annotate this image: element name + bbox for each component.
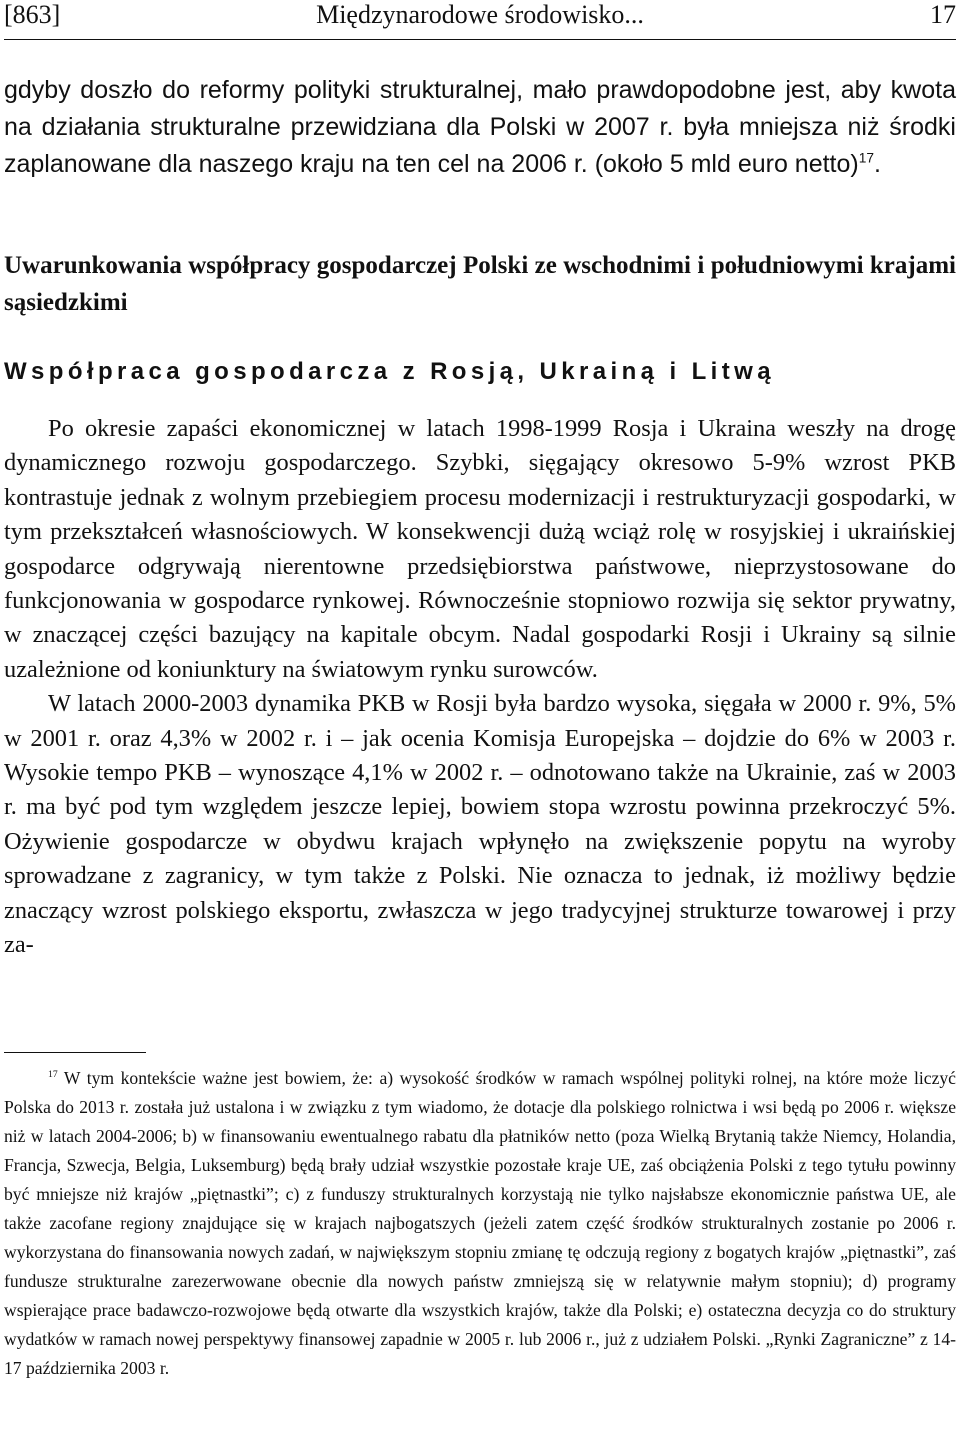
- body-text: [4, 412, 956, 963]
- running-title: Międzynarodowe środowisko...: [316, 0, 644, 29]
- footnote-text: W tym kontekście ważne jest bowiem, że: a) wysokość środków w ramach wspólnej polityki rolnej, na które może liczyć Polska do 2013 r. została już ustalona i w związku z tym wiadomo, że dotacje dla polskiego rolnictwa i wsi będą po 2006 r. większe niż w latach 2004-2006; b) w finansowaniu ewentualnego rabatu dla płatników netto (poza Wielką Brytanią także Niemcy, Holandia, Francja, Szwecja, Belgia, Luksemburg) będą brały udział wszystkie pozostałe kraje UE, zaś obciążenia Polski z tego tytułu powinny być mniejsze niż krajów „piętnastki”; c) z funduszy strukturalnych korzystają nie tylko najsłabsze ekonomicznie państwa UE, ale także zacofane regiony znajdujące się w krajach najbogatszych (jeżeli zatem część środków strukturalnych zostanie po 2006 r. wykorzystana do finansowania nowych zadań, w największym stopniu zmianę tę odczują regiony z bogatych krajów „piętnastki”, zaś fundusze strukturalne zarezerwowane obecnie dla nowych państw zmniejszą się w relatywnie małym stopniu); d) programy wspierające prace badawczo-rozwojowe będą otwarte dla wszystkich krajów, także dla Polski; e) ostateczna decyzja co do struktury wydatków w ramach nowej perspektywy finansowej zapadnie w 2005 r. lub 2006 r., już z udziałem Polski. „Rynki Zagraniczne” z 14-17 października 2003 r.: [4, 1068, 956, 1378]
- section-heading: Uwarunkowania współpracy gospodarczej Polski ze wschodnimi i południowymi krajami sąsiedzkimi: [4, 252, 956, 316]
- footnote: [4, 1064, 956, 1383]
- running-header: [4, 0, 956, 34]
- page-bracket-number: [863]: [4, 0, 61, 29]
- intro-tail: .: [874, 150, 881, 178]
- footnote-reference[interactable]: 17: [858, 150, 875, 166]
- folio-number: 17: [930, 0, 956, 29]
- body-paragraph: Po okresie zapaści ekonomicznej w latach 1998-1999 Rosja i Ukraina weszły na drogę dynamicznego rozwoju gospodarczego. Szybki, sięgający okresowo 5-9% wzrost PKB kontrastuje jednak z wolnym przebiegiem procesu modernizacji i restrukturyzacji gospodarki, w tym przekształceń własnościowych. W konsekwencji dużą wciąż rolę w rosyjskiej i ukraińskiej gospodarce odgrywają nierentowne przedsiębiorstwa państwowe, nieprzystosowane do funkcjonowania w gospodarce rynkowej. Równocześnie stopniowo rozwija się sektor prywatny, w znaczącej części bazujący na kapitale obcym. Nadal gospodarki Rosji i Ukrainy są silnie uzależnione od koniunktury na światowym rynku surowców.: [4, 415, 956, 683]
- body-paragraph: W latach 2000-2003 dynamika PKB w Rosji była bardzo wysoka, sięgała w 2000 r. 9%, 5% w 2001 r. oraz 4,3% w 2002 r. i – jak ocenia Komisja Europejska – dojdzie do 6% w 2003 r. Wysokie tempo PKB – wynoszące 4,1% w 2002 r. – odnotowano także na Ukrainie, zaś w 2003 r. ma być pod tym względem jeszcze lepiej, bowiem stopa wzrostu powinna przekroczyć 5%. Ożywienie gospodarcze w obydwu krajach wpłynęło na zwiększenie popytu na wyroby sprowadzane z zagranicy, w tym także z Polski. Nie oznacza to jednak, iż możliwy będzie znaczący wzrost polskiego eksportu, zwłaszcza w jego tradycyjnej strukturze towarowej i przy za-: [4, 690, 956, 959]
- intro-paragraph: [4, 72, 956, 183]
- footnote-mark: 17: [48, 1069, 58, 1081]
- intro-text: gdyby doszło do reformy polityki strukturalnej, mało prawdopodobne jest, aby kwota na działania strukturalne przewidziana dla Polski w 2007 r. była mniejsza niż środki zaplanowane dla naszego kraju na ten cel na 2006 r. (około 5 mld euro netto): [4, 76, 956, 178]
- header-rule: [4, 39, 956, 40]
- section-subheading: Współpraca gospodarcza z Rosją, Ukrainą i Litwą: [4, 358, 775, 385]
- footnote-rule: [4, 1052, 146, 1053]
